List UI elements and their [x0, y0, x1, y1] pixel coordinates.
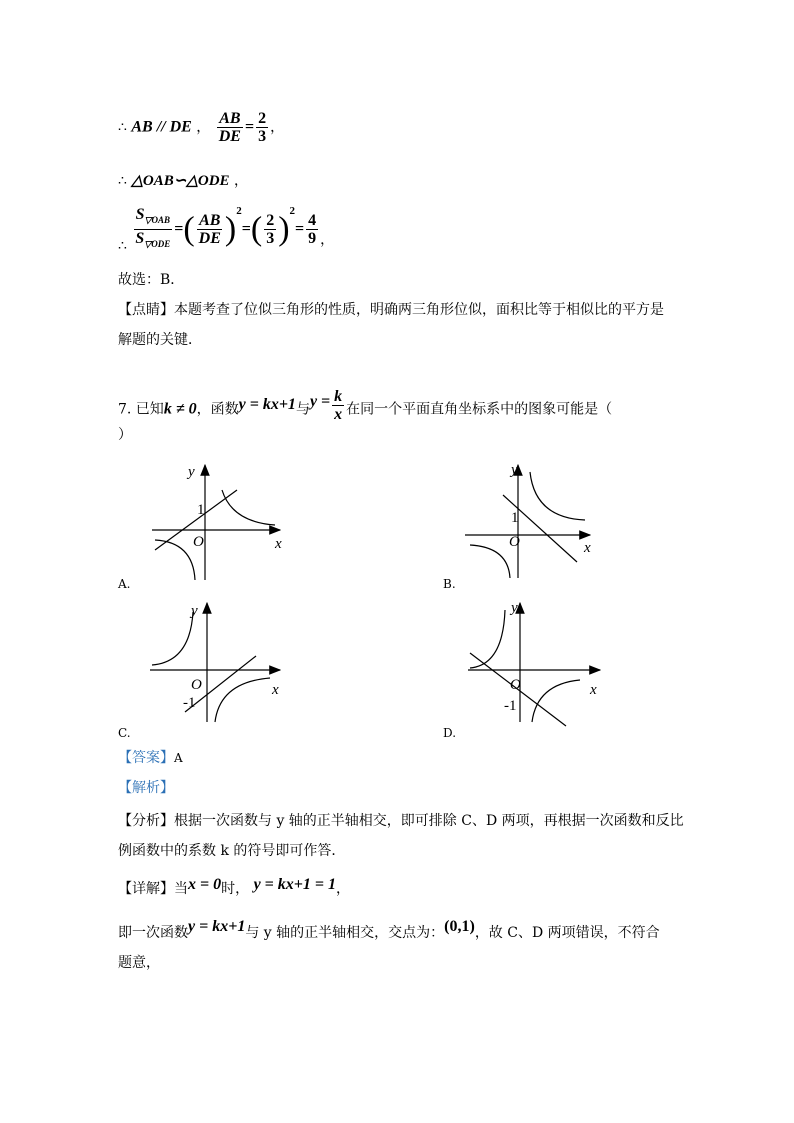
- hyperbola-branch-q4: [215, 678, 270, 722]
- detail-text-cont: 题意，: [118, 955, 160, 971]
- question-close-paren: ）: [118, 427, 132, 443]
- option-b-label[interactable]: B.: [443, 577, 456, 591]
- denominator: DE: [198, 230, 221, 248]
- choice-text: 故选：B．: [118, 272, 185, 288]
- comma: ，: [196, 119, 211, 136]
- option-c-label[interactable]: C.: [118, 726, 131, 740]
- x-label: x: [590, 682, 597, 698]
- equation: x = 0: [188, 876, 222, 893]
- numerator: 2: [258, 110, 267, 127]
- x-label: x: [272, 682, 279, 698]
- equals: =: [244, 118, 255, 136]
- detail-line: [118, 876, 351, 898]
- numerator: 2: [266, 212, 275, 230]
- linear-line: [503, 495, 577, 562]
- y-label: y: [511, 462, 518, 478]
- s-symbol: S: [135, 206, 145, 223]
- fenxi-text: 根据一次函数与 y 轴的正半轴相交，即可排除 C、D 两项，再根据一次函数和反比: [174, 813, 684, 829]
- subscript: ▽OAB: [144, 215, 170, 226]
- y-label: y: [191, 603, 198, 619]
- comma: ，: [320, 231, 335, 248]
- option-a-label[interactable]: A.: [118, 577, 131, 591]
- therefore-symbol: ∴: [118, 237, 127, 254]
- graph-d: [468, 603, 600, 726]
- detail-label: 【详解】: [118, 881, 174, 897]
- comment-text: 本题考查了位似三角形的性质，明确两三角形位似，面积比等于相似比的平方是: [174, 302, 664, 318]
- equals: =: [241, 220, 251, 238]
- equals: =: [174, 220, 184, 238]
- intercept-label: -1: [183, 695, 196, 711]
- similar-statement: △OAB∽△ODE: [131, 173, 230, 189]
- question-number: 7. 已知: [118, 401, 164, 418]
- inverse-function-lhs: y =: [309, 392, 331, 410]
- equals: =: [295, 220, 305, 238]
- numerator: k: [334, 388, 343, 405]
- comma: ，: [233, 173, 248, 189]
- answer-value: A: [174, 751, 183, 765]
- therefore-symbol: ∴: [118, 173, 127, 189]
- denominator: x: [334, 406, 343, 423]
- comment-label: 【点睛】: [118, 302, 174, 318]
- denominator: 9: [308, 230, 317, 248]
- answer-label: 【答案】: [118, 750, 174, 766]
- condition: k ≠ 0: [163, 400, 197, 418]
- fenxi-line: [118, 812, 684, 830]
- text: 在同一个平面直角坐标系中的图象可能是（: [346, 401, 613, 418]
- s-symbol: S: [135, 230, 145, 248]
- numerator: 4: [308, 212, 317, 230]
- equation: y = kx+1: [188, 918, 246, 935]
- hyperbola-branch-q4: [532, 680, 580, 722]
- text: 时，: [221, 881, 250, 897]
- option-d-label[interactable]: D.: [443, 726, 457, 740]
- linear-function: y = kx+1: [238, 395, 296, 413]
- exponent: 2: [289, 205, 296, 218]
- x-label: x: [584, 540, 591, 556]
- fenxi-label: 【分析】: [118, 813, 174, 829]
- graph-c: [150, 603, 280, 722]
- fenxi-text-cont: 例函数中的系数 k 的符号即可作答．: [118, 843, 346, 859]
- graph-a: [152, 465, 280, 580]
- hyperbola-branch-q2: [152, 612, 193, 665]
- hyperbola-branch-q2: [470, 610, 505, 668]
- text: ，函数: [196, 401, 239, 418]
- y-label: y: [511, 600, 518, 616]
- intercept-label: 1: [511, 510, 519, 526]
- denominator: DE: [218, 128, 241, 145]
- equation: y = kx+1 = 1: [253, 876, 337, 893]
- graph-b: [465, 465, 590, 578]
- x-label: x: [275, 536, 282, 552]
- text: ，: [336, 881, 351, 897]
- intercept-label: 1: [197, 502, 205, 518]
- parallel-statement: AB // DE: [131, 118, 192, 136]
- y-label: y: [188, 464, 195, 480]
- therefore-symbol: ∴: [118, 119, 127, 136]
- text: 与: [295, 401, 310, 418]
- detail-line-2: [118, 918, 660, 942]
- analysis-label: 【解析】: [118, 780, 174, 796]
- intercept-label: -1: [504, 698, 517, 714]
- numerator: AB: [199, 212, 221, 230]
- text: 与 y 轴的正半轴相交，交点为：: [245, 925, 445, 941]
- exponent: 2: [236, 205, 242, 218]
- origin-label: O: [510, 677, 521, 693]
- numerator: AB: [219, 110, 241, 127]
- comma: ，: [270, 119, 285, 136]
- comment-text-cont: 解题的关键．: [118, 332, 202, 348]
- origin-label: O: [509, 534, 520, 550]
- text: 当: [174, 881, 188, 897]
- text: ，故 C、D 两项错误，不符合: [474, 925, 660, 941]
- hyperbola-branch-q3: [470, 545, 510, 578]
- denominator: 3: [266, 230, 275, 248]
- subscript: ▽ODE: [144, 239, 171, 250]
- area-ratio-line: ∴ $\frac{S_{▽OAB}}{S_{▽ODE}}$ =( $\frac{AB}{DE}$ )$^2$=( $\frac{2}{3}$ )$^2$= $\frac{4}{9}$ ，: [118, 205, 335, 254]
- hyperbola-branch-q1: [530, 472, 585, 520]
- text: 即一次函数: [118, 925, 188, 941]
- intersection-point: (0,1): [444, 918, 475, 935]
- origin-label: O: [193, 534, 204, 550]
- answer-line: [118, 749, 183, 767]
- denominator: 3: [258, 128, 267, 145]
- origin-label: O: [191, 677, 202, 693]
